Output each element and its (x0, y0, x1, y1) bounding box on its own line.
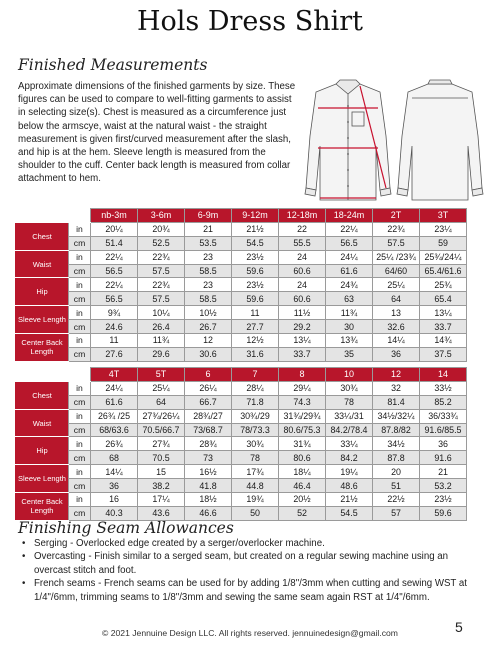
value-cell: 60.6 (279, 292, 326, 306)
measurement-label: Center Back Length (16, 334, 69, 362)
value-cell: 36 (420, 437, 467, 451)
value-cell: 13¾ (326, 334, 373, 348)
value-cell: 13¼ (279, 334, 326, 348)
value-cell: 85.2 (420, 395, 467, 409)
value-cell: 24¼ (326, 250, 373, 264)
value-cell: 52 (279, 506, 326, 520)
value-cell: 55.5 (279, 236, 326, 250)
value-cell: 26¾ /25 (91, 409, 138, 423)
size-header: 6-9m (185, 209, 232, 223)
value-cell: 19¼ (326, 465, 373, 479)
value-cell: 17¼ (138, 493, 185, 507)
measurements-table-large (15, 367, 467, 521)
header-corner (16, 209, 91, 223)
value-cell: 23¼ (420, 222, 467, 236)
size-header: nb-3m (91, 209, 138, 223)
value-cell: 50 (232, 506, 279, 520)
size-header: 6 (185, 368, 232, 382)
measurement-label: Sleeve Length (16, 306, 69, 334)
value-cell: 43.6 (138, 506, 185, 520)
table-row (16, 479, 467, 493)
measurement-label: Chest (16, 381, 69, 409)
value-cell: 78/73.3 (232, 423, 279, 437)
value-cell: 26.4 (138, 320, 185, 334)
value-cell: 21½ (232, 222, 279, 236)
value-cell: 70.5/66.7 (138, 423, 185, 437)
value-cell: 27.7 (232, 320, 279, 334)
value-cell: 68/63.6 (91, 423, 138, 437)
table-row (16, 493, 467, 507)
list-item: • Overcasting - Finish similar to a serged seam, but created on a regular sewing machine using an overcast stitch and foot. (22, 551, 449, 576)
table-row (16, 306, 467, 320)
value-cell: 24 (279, 278, 326, 292)
value-cell: 74.3 (279, 395, 326, 409)
value-cell: 57.5 (138, 264, 185, 278)
value-cell: 58.5 (185, 264, 232, 278)
value-cell: 59.6 (232, 292, 279, 306)
value-cell: 84.2/78.4 (326, 423, 373, 437)
measurements-table-small (15, 208, 467, 362)
table-row (16, 423, 467, 437)
value-cell: 30.6 (185, 347, 232, 361)
value-cell: 78 (232, 451, 279, 465)
value-cell: 29.2 (279, 320, 326, 334)
unit-cell: in (69, 334, 91, 348)
unit-cell: cm (69, 395, 91, 409)
value-cell: 28¼ (232, 381, 279, 395)
size-header: 2T (373, 209, 420, 223)
unit-cell: cm (69, 292, 91, 306)
value-cell: 63 (326, 292, 373, 306)
value-cell: 36 (373, 347, 420, 361)
value-cell: 73/68.7 (185, 423, 232, 437)
value-cell: 24.6 (91, 320, 138, 334)
value-cell: 25¼ (373, 278, 420, 292)
value-cell: 48.6 (326, 479, 373, 493)
value-cell: 30¾ (326, 381, 373, 395)
value-cell: 18¼ (279, 465, 326, 479)
value-cell: 33¼ (326, 437, 373, 451)
table-row (16, 278, 467, 292)
value-cell: 29¼ (279, 381, 326, 395)
value-cell: 23 (185, 278, 232, 292)
unit-cell: in (69, 409, 91, 423)
table-row (16, 465, 467, 479)
value-cell: 57 (373, 506, 420, 520)
size-header-row (16, 209, 467, 223)
value-cell: 20½ (279, 493, 326, 507)
unit-cell: cm (69, 451, 91, 465)
value-cell: 32.6 (373, 320, 420, 334)
header-corner (16, 368, 91, 382)
unit-cell: in (69, 278, 91, 292)
list-item: • Serging - Overlocked edge created by a serger/overlocker machine. (22, 538, 325, 549)
unit-cell: cm (69, 479, 91, 493)
value-cell: 29.6 (138, 347, 185, 361)
measurement-label: Chest (16, 222, 69, 250)
unit-cell: cm (69, 506, 91, 520)
value-cell: 21½ (326, 493, 373, 507)
unit-cell: in (69, 493, 91, 507)
measurement-label: Waist (16, 409, 69, 437)
intro-paragraph: Approximate dimensions of the finished garments by size. These figures can be used to compare to well-fitting garments to assist in selecting size(s). Chest is measured as a circumference just below the armscye, waist at the natural waist - the straight measurement is given first/curved measurement after the slash, and hip is at the hem. Sleeve length is measured from the shoulder to the cuff. Center back length is measured from collar attachment to hem. (18, 81, 296, 185)
table-row (16, 347, 467, 361)
size-header: 18-24m (326, 209, 373, 223)
value-cell: 87.8 (373, 451, 420, 465)
page-title: Hols Dress Shirt (137, 6, 363, 37)
value-cell: 25¼ (138, 381, 185, 395)
value-cell: 65.4 (420, 292, 467, 306)
value-cell: 13¼ (420, 306, 467, 320)
value-cell: 11¾ (326, 306, 373, 320)
value-cell: 73 (185, 451, 232, 465)
size-header: 14 (420, 368, 467, 382)
value-cell: 61.6 (91, 395, 138, 409)
unit-cell: in (69, 465, 91, 479)
value-cell: 14¾ (420, 334, 467, 348)
value-cell: 20 (373, 465, 420, 479)
value-cell: 61.6 (326, 264, 373, 278)
value-cell: 70.5 (138, 451, 185, 465)
value-cell: 22¾ (138, 250, 185, 264)
value-cell: 37.5 (420, 347, 467, 361)
value-cell: 46.6 (185, 506, 232, 520)
value-cell: 59.6 (420, 506, 467, 520)
size-header: 5T (138, 368, 185, 382)
value-cell: 12½ (232, 334, 279, 348)
table-row (16, 334, 467, 348)
table-row (16, 381, 467, 395)
finished-measurements-heading: Finished Measurements (18, 56, 208, 74)
size-header: 3-6m (138, 209, 185, 223)
value-cell: 16½ (185, 465, 232, 479)
value-cell: 58.5 (185, 292, 232, 306)
table-row (16, 437, 467, 451)
value-cell: 13 (373, 306, 420, 320)
value-cell: 25¼ /23¾ (373, 250, 420, 264)
value-cell: 11 (232, 306, 279, 320)
value-cell: 51 (373, 479, 420, 493)
unit-cell: cm (69, 320, 91, 334)
value-cell: 22¼ (91, 278, 138, 292)
value-cell: 34½/32¼ (373, 409, 420, 423)
value-cell: 44.8 (232, 479, 279, 493)
value-cell: 68 (91, 451, 138, 465)
value-cell: 40.3 (91, 506, 138, 520)
value-cell: 22¾ (138, 278, 185, 292)
value-cell: 28¾/27 (185, 409, 232, 423)
table-row (16, 222, 467, 236)
table-row (16, 292, 467, 306)
shirt-back-icon (392, 76, 488, 202)
value-cell: 81.4 (373, 395, 420, 409)
value-cell: 10½ (185, 306, 232, 320)
value-cell: 25¾/24¼ (420, 250, 467, 264)
unit-cell: in (69, 381, 91, 395)
value-cell: 10¼ (138, 306, 185, 320)
value-cell: 71.8 (232, 395, 279, 409)
value-cell: 11¾ (138, 334, 185, 348)
value-cell: 60.6 (279, 264, 326, 278)
table-row (16, 320, 467, 334)
value-cell: 56.5 (91, 292, 138, 306)
table-row (16, 451, 467, 465)
table-row (16, 236, 467, 250)
value-cell: 57.5 (373, 236, 420, 250)
value-cell: 9¾ (91, 306, 138, 320)
value-cell: 80.6 (279, 451, 326, 465)
value-cell: 22¼ (326, 222, 373, 236)
value-cell: 59 (420, 236, 467, 250)
size-header: 9-12m (232, 209, 279, 223)
value-cell: 80.6/75.3 (279, 423, 326, 437)
size-header: 4T (91, 368, 138, 382)
value-cell: 33½ (420, 381, 467, 395)
shirt-front-icon (300, 76, 396, 202)
value-cell: 31.6 (232, 347, 279, 361)
value-cell: 23 (185, 250, 232, 264)
value-cell: 18½ (185, 493, 232, 507)
value-cell: 11 (91, 334, 138, 348)
value-cell: 51.4 (91, 236, 138, 250)
value-cell: 23½ (232, 250, 279, 264)
value-cell: 25¾ (420, 278, 467, 292)
value-cell: 33.7 (279, 347, 326, 361)
page-number: 5 (455, 619, 463, 635)
table-row (16, 409, 467, 423)
value-cell: 14¼ (373, 334, 420, 348)
value-cell: 46.4 (279, 479, 326, 493)
measurement-label: Hip (16, 437, 69, 465)
unit-cell: in (69, 437, 91, 451)
value-cell: 21 (185, 222, 232, 236)
value-cell: 78 (326, 395, 373, 409)
unit-cell: cm (69, 423, 91, 437)
value-cell: 19¾ (232, 493, 279, 507)
measurement-label: Center Back Length (16, 493, 69, 521)
value-cell: 16 (91, 493, 138, 507)
list-item: • French seams - French seams can be used for by adding 1/8"/3mm when cutting and sewing WST at 1/4"/6mm, trimming seams to 1/8"/3mm and sewing the same seam again RST at 1/4"/6mm. (22, 578, 467, 603)
table-row (16, 395, 467, 409)
value-cell: 57.5 (138, 292, 185, 306)
value-cell: 22¾ (373, 222, 420, 236)
value-cell: 31¾ (279, 437, 326, 451)
value-cell: 24¼ (91, 381, 138, 395)
value-cell: 32 (373, 381, 420, 395)
value-cell: 41.8 (185, 479, 232, 493)
value-cell: 15 (138, 465, 185, 479)
value-cell: 26¼ (185, 381, 232, 395)
value-cell: 27¾ (138, 437, 185, 451)
value-cell: 26¾ (91, 437, 138, 451)
value-cell: 56.5 (326, 236, 373, 250)
value-cell: 66.7 (185, 395, 232, 409)
size-header: 7 (232, 368, 279, 382)
value-cell: 36 (91, 479, 138, 493)
value-cell: 65.4/61.6 (420, 264, 467, 278)
value-cell: 84.2 (326, 451, 373, 465)
value-cell: 27.6 (91, 347, 138, 361)
measurement-label: Hip (16, 278, 69, 306)
measurement-label: Sleeve Length (16, 465, 69, 493)
value-cell: 56.5 (91, 264, 138, 278)
value-cell: 59.6 (232, 264, 279, 278)
value-cell: 12 (185, 334, 232, 348)
value-cell: 30¾/29 (232, 409, 279, 423)
size-header: 8 (279, 368, 326, 382)
value-cell: 34½ (373, 437, 420, 451)
value-cell: 64 (373, 292, 420, 306)
value-cell: 38.2 (138, 479, 185, 493)
table-row (16, 264, 467, 278)
value-cell: 27¾/26¼ (138, 409, 185, 423)
value-cell: 53.5 (185, 236, 232, 250)
value-cell: 22 (279, 222, 326, 236)
value-cell: 64/60 (373, 264, 420, 278)
value-cell: 31¾/29¾ (279, 409, 326, 423)
value-cell: 35 (326, 347, 373, 361)
value-cell: 24 (279, 250, 326, 264)
value-cell: 17¾ (232, 465, 279, 479)
unit-cell: in (69, 306, 91, 320)
value-cell: 33¼/31 (326, 409, 373, 423)
value-cell: 20¼ (91, 222, 138, 236)
size-header: 10 (326, 368, 373, 382)
value-cell: 23½ (420, 493, 467, 507)
value-cell: 36/33¾ (420, 409, 467, 423)
value-cell: 24¾ (326, 278, 373, 292)
value-cell: 30 (326, 320, 373, 334)
value-cell: 64 (138, 395, 185, 409)
unit-cell: in (69, 222, 91, 236)
value-cell: 33.7 (420, 320, 467, 334)
unit-cell: cm (69, 347, 91, 361)
unit-cell: cm (69, 236, 91, 250)
value-cell: 22½ (373, 493, 420, 507)
value-cell: 54.5 (326, 506, 373, 520)
value-cell: 54.5 (232, 236, 279, 250)
unit-cell: in (69, 250, 91, 264)
value-cell: 91.6 (420, 451, 467, 465)
value-cell: 87.8/82 (373, 423, 420, 437)
value-cell: 23½ (232, 278, 279, 292)
value-cell: 28¾ (185, 437, 232, 451)
value-cell: 11½ (279, 306, 326, 320)
size-header: 12-18m (279, 209, 326, 223)
copyright-footer: © 2021 Jennuine Design LLC. All rights reserved. jennuinedesign@gmail.com (102, 628, 398, 638)
value-cell: 26.7 (185, 320, 232, 334)
seam-allowances-heading: Finishing Seam Allowances (18, 519, 234, 537)
value-cell: 30¾ (232, 437, 279, 451)
value-cell: 91.6/85.5 (420, 423, 467, 437)
value-cell: 21 (420, 465, 467, 479)
value-cell: 52.5 (138, 236, 185, 250)
measurement-label: Waist (16, 250, 69, 278)
size-header: 12 (373, 368, 420, 382)
value-cell: 53.2 (420, 479, 467, 493)
seam-allowances-list (22, 537, 486, 604)
unit-cell: cm (69, 264, 91, 278)
value-cell: 14¼ (91, 465, 138, 479)
table-row (16, 250, 467, 264)
value-cell: 20¾ (138, 222, 185, 236)
size-header: 3T (420, 209, 467, 223)
size-header-row (16, 368, 467, 382)
value-cell: 22¼ (91, 250, 138, 264)
